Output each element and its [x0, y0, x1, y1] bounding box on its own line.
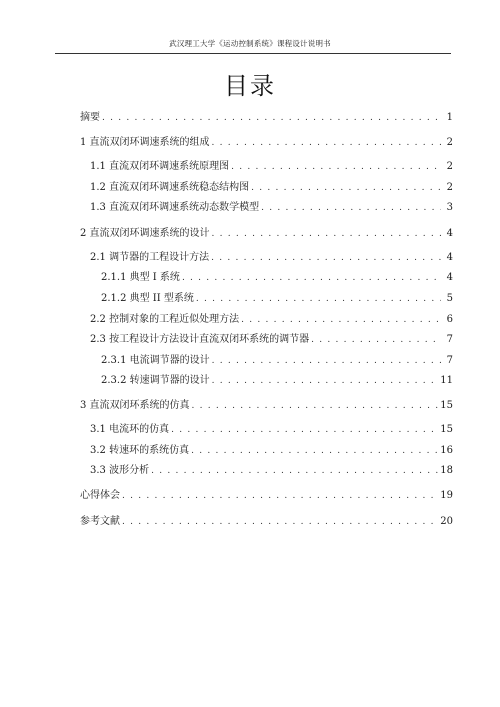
- toc-entry[interactable]: [101, 291, 453, 305]
- toc-entry-label: 1.2 直流双闭环调速系统稳态结构图: [90, 182, 250, 193]
- toc-entry-label: 1.3 直流双闭环调速系统动态数学模型: [90, 202, 260, 213]
- toc-entry-page: 2: [446, 161, 453, 172]
- toc-entry-label: 参考文献: [80, 516, 120, 527]
- toc-entry-label: 3.3 波形分析: [90, 465, 150, 476]
- toc-dot-leader: [241, 314, 441, 326]
- toc-entry-page: 7: [446, 355, 453, 366]
- toc-entry-label: 2.3.1 电流调节器的设计: [101, 355, 210, 366]
- toc-entry[interactable]: [80, 398, 453, 412]
- toc-entry-page: 16: [440, 445, 453, 456]
- toc-dot-leader: [212, 375, 439, 387]
- toc-dot-leader: [102, 112, 441, 124]
- toc-dot-leader: [212, 137, 441, 149]
- toc-entry-label: 摘要: [80, 112, 100, 123]
- toc-entry[interactable]: [90, 443, 453, 457]
- toc-dot-leader: [192, 400, 439, 412]
- toc-dot-leader: [251, 182, 441, 194]
- toc-dot-leader: [261, 202, 441, 214]
- toc-entry-page: 15: [440, 424, 453, 435]
- toc-entry-label: 3.2 转速环的系统仿真: [90, 445, 190, 456]
- toc-entry[interactable]: [90, 200, 453, 214]
- toc-entry[interactable]: [80, 488, 453, 502]
- toc-entry[interactable]: [101, 270, 453, 284]
- toc-dot-leader: [122, 490, 438, 502]
- toc-entry-label: 2.1.1 典型 I 系统: [101, 272, 180, 283]
- toc-dot-leader: [182, 272, 441, 284]
- toc-dot-leader: [231, 161, 441, 173]
- toc-entry-label: 2.1.2 典型 II 型系统: [101, 293, 194, 304]
- toc-entry-page: 4: [446, 228, 453, 239]
- page-title: 目录: [224, 72, 276, 100]
- toc-entry[interactable]: [90, 332, 453, 346]
- toc-entry-label: 心得体会: [80, 490, 120, 501]
- toc-entry-page: 7: [446, 334, 453, 345]
- toc-dot-leader: [151, 465, 438, 477]
- toc-dot-leader: [122, 516, 438, 528]
- toc-entry[interactable]: [101, 373, 453, 387]
- toc-entry[interactable]: [80, 135, 453, 149]
- toc-entry-label: 2.3 按工程设计方法设计直流双闭环系统的调节器: [90, 334, 310, 345]
- toc-entry[interactable]: [90, 312, 453, 326]
- toc-entry[interactable]: [80, 514, 453, 528]
- toc-entry-label: 1.1 直流双闭环调速系统原理图: [90, 161, 230, 172]
- toc-entry-page: 19: [440, 490, 453, 501]
- toc-entry-label: 2 直流双闭环调速系统的设计: [80, 228, 210, 239]
- toc-entry-label: 3 直流双闭环系统的仿真: [80, 400, 190, 411]
- toc-entry[interactable]: [90, 422, 453, 436]
- toc-dot-leader: [311, 334, 441, 346]
- toc-entry-page: 18: [440, 465, 453, 476]
- toc-dot-leader: [196, 293, 441, 305]
- header-divider: [55, 53, 451, 54]
- toc-entry-page: 6: [446, 314, 453, 325]
- toc-entry[interactable]: [101, 353, 453, 367]
- toc-entry[interactable]: [90, 463, 453, 477]
- toc-dot-leader: [211, 252, 441, 264]
- toc-dot-leader: [212, 228, 441, 240]
- toc-entry-page: 5: [446, 293, 453, 304]
- toc-entry-page: 2: [446, 137, 453, 148]
- toc-entry[interactable]: [80, 226, 453, 240]
- toc-entry-page: 4: [446, 272, 453, 283]
- toc-entry-page: 1: [446, 112, 453, 123]
- toc-dot-leader: [191, 445, 438, 457]
- toc-entry[interactable]: [80, 110, 453, 124]
- toc-entry-label: 2.3.2 转速调节器的设计: [101, 375, 210, 386]
- toc-dot-leader: [171, 424, 438, 436]
- toc-entry-page: 20: [440, 516, 453, 527]
- toc-entry-page: 4: [446, 252, 453, 263]
- toc-entry-label: 1 直流双闭环调速系统的组成: [80, 137, 210, 148]
- toc-entry-label: 2.1 调节器的工程设计方法: [90, 252, 210, 263]
- toc-entry[interactable]: [90, 180, 453, 194]
- toc-entry[interactable]: [90, 250, 453, 264]
- toc-entry-page: 15: [440, 400, 453, 411]
- running-header: 武汉理工大学《运动控制系统》课程设计说明书: [169, 39, 331, 48]
- toc-entry-page: 3: [446, 202, 453, 213]
- toc-entry-page: 11: [440, 375, 453, 386]
- toc-entry-label: 3.1 电流环的仿真: [90, 424, 170, 435]
- toc-entry-label: 2.2 控制对象的工程近似处理方法: [90, 314, 240, 325]
- toc-entry-page: 2: [446, 182, 453, 193]
- toc-entry[interactable]: [90, 159, 453, 173]
- toc-dot-leader: [212, 355, 441, 367]
